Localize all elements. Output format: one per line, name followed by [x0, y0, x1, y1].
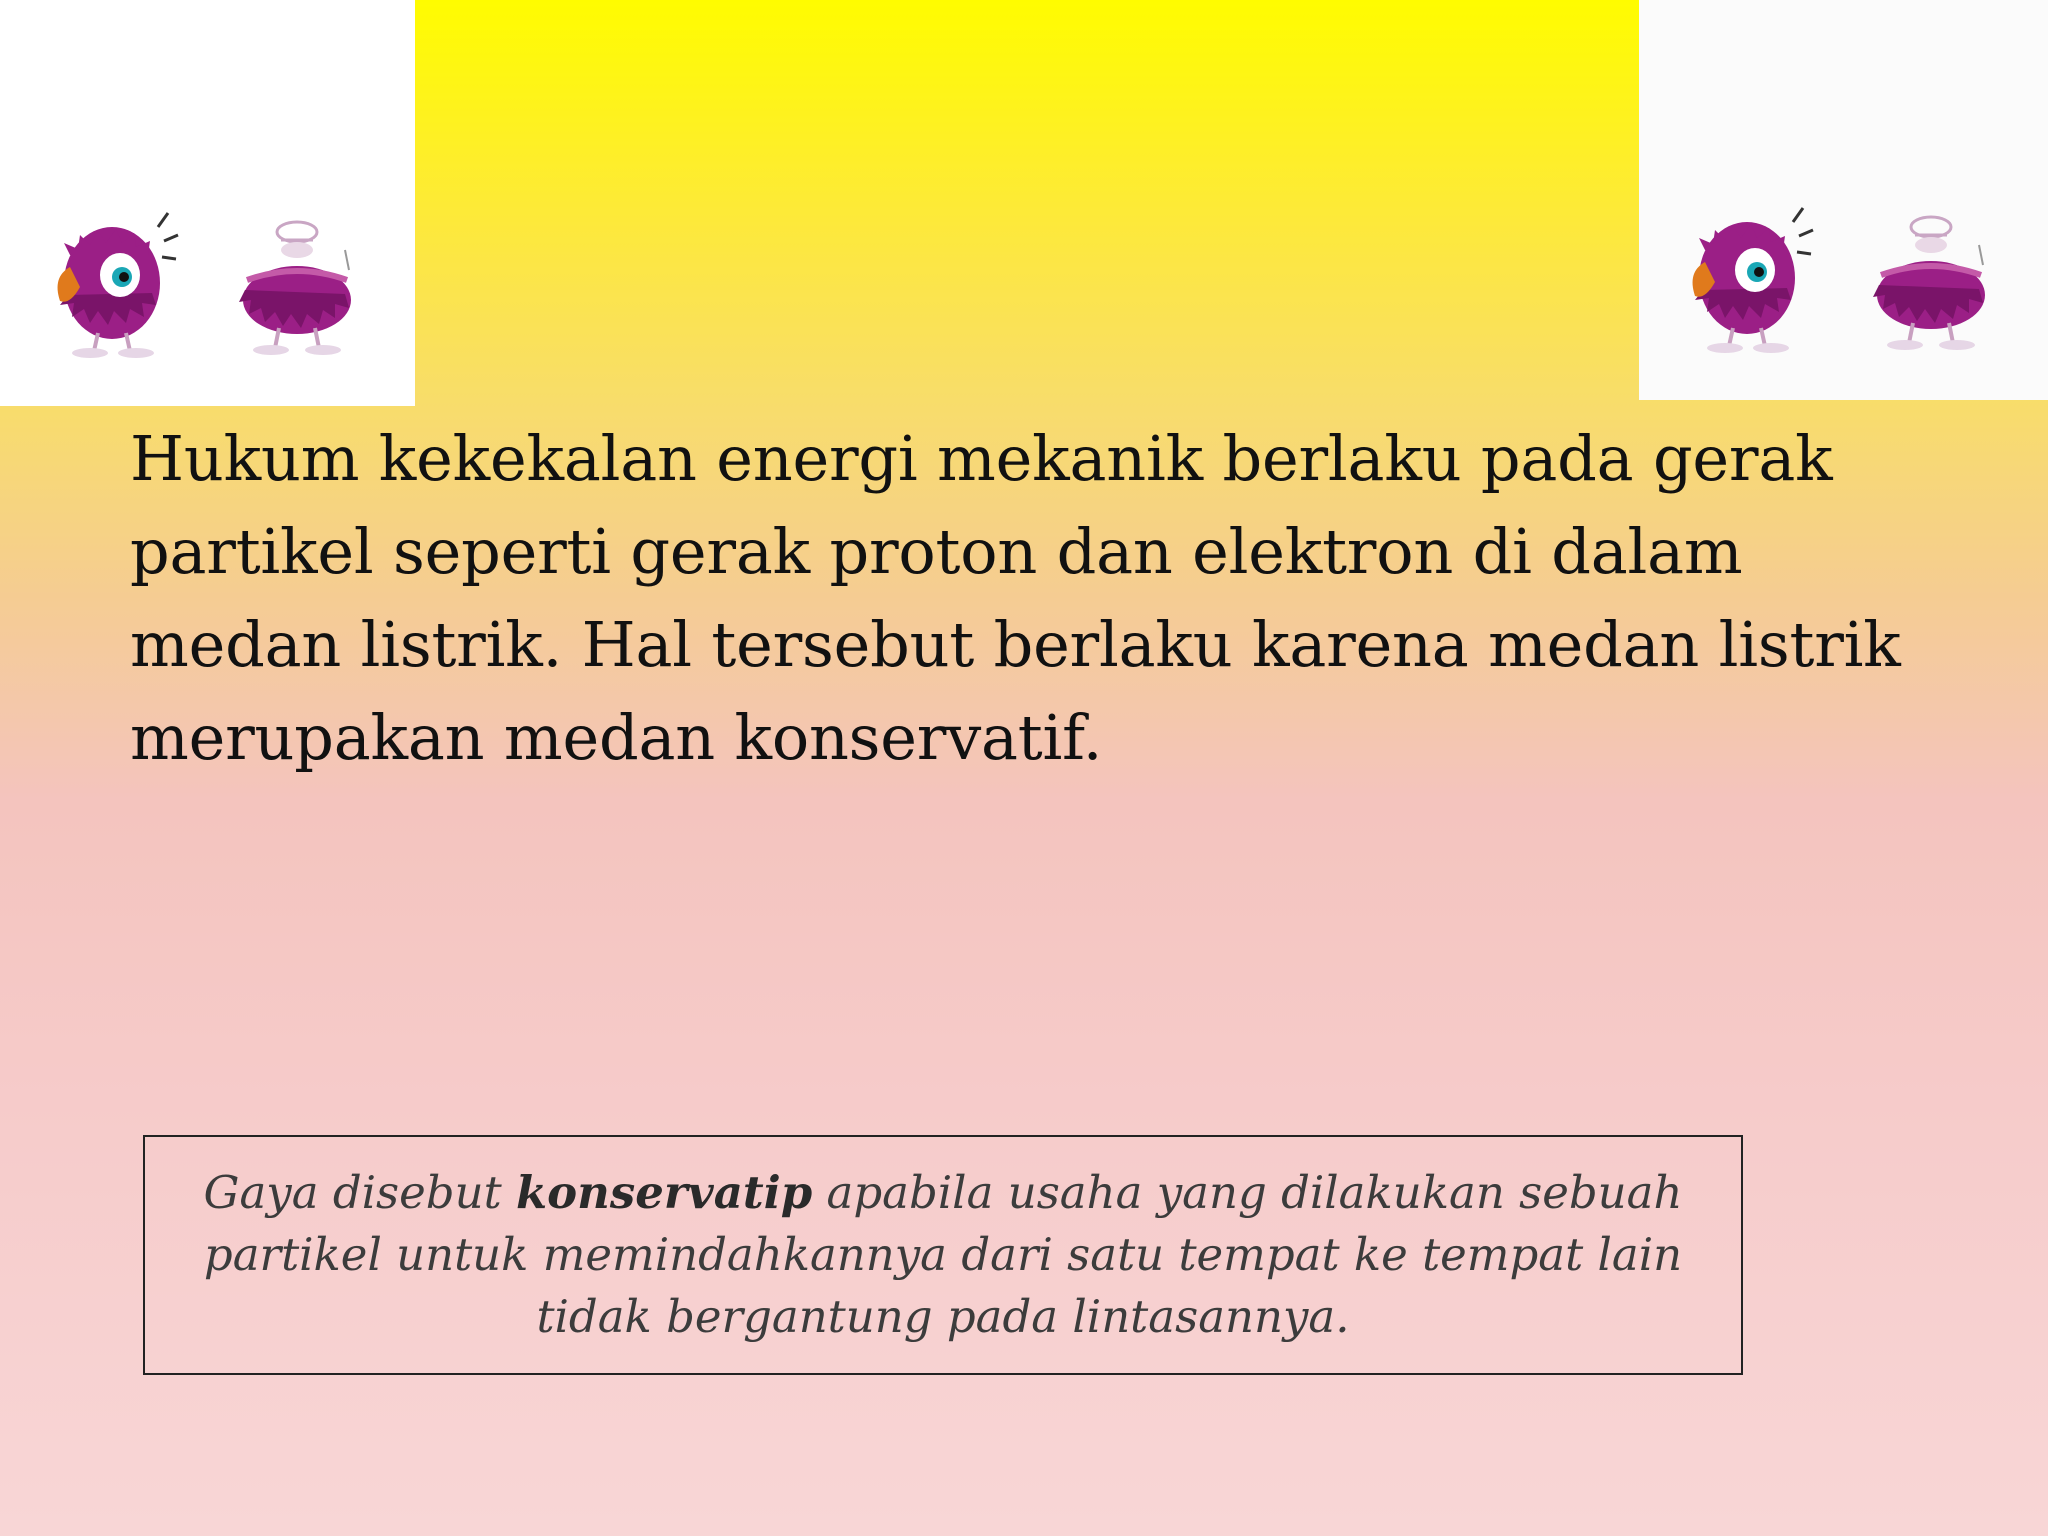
purple-bird-back-icon: [235, 210, 365, 360]
right-decoration-panel: [1639, 0, 2048, 400]
purple-bird-icon: [50, 205, 180, 360]
definition-text-end: apabila usaha yang dilakukan sebuah partikel untuk memindahkannya dari satu tempat ke tempat lain tidak bergantung pada lintasannya.: [203, 1166, 1683, 1343]
definition-text-start: Gaya disebut: [203, 1166, 516, 1219]
purple-bird-icon: [1685, 200, 1815, 355]
definition-keyword: konservatip: [515, 1166, 813, 1219]
purple-bird-back-icon: [1869, 205, 1999, 355]
slide-body-text: Hukum kekekalan energi mekanik berlaku pada gerak partikel seperti gerak proton dan elektron di dalam medan listrik. Hal tersebut berlaku karena medan listrik merupakan medan konservatif.: [130, 422, 1901, 774]
definition-text: [173, 1162, 1713, 1348]
left-decoration-panel: [0, 0, 415, 406]
definition-box: [143, 1135, 1743, 1375]
